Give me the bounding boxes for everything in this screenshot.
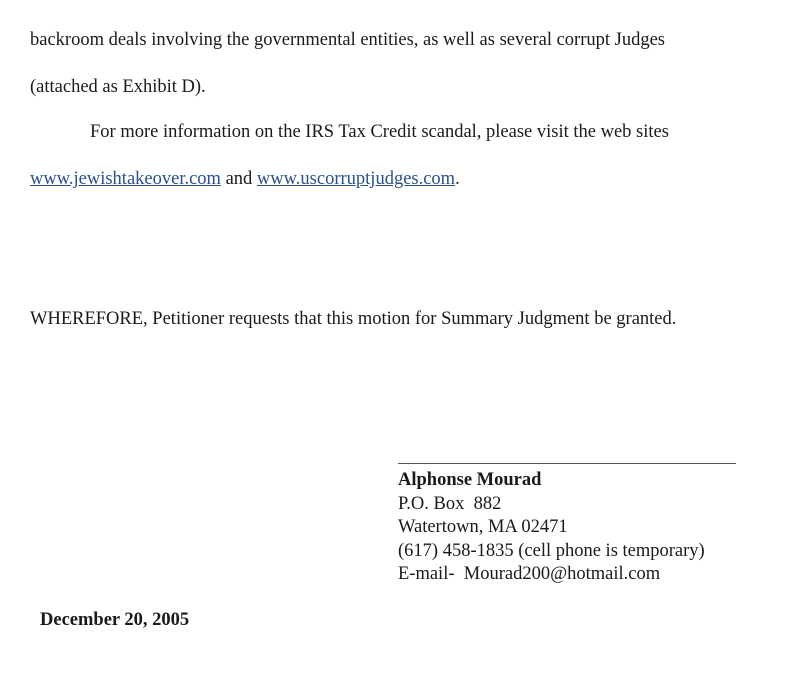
signature-block <box>398 469 705 587</box>
link-end: . <box>455 169 460 189</box>
jewishtakeover-link[interactable]: www.jewishtakeover.com <box>30 169 221 189</box>
body-text-line: For more information on the IRS Tax Credit scandal, please visit the web sites <box>90 122 669 142</box>
website-links-line <box>30 168 460 190</box>
body-text-line: (attached as Exhibit D). <box>30 77 206 97</box>
link-joiner: and <box>220 169 257 189</box>
phone-number: (617) 458-1835 (cell phone is temporary) <box>398 540 705 561</box>
signature-line <box>398 463 736 464</box>
po-box: P.O. Box 882 <box>398 493 502 514</box>
document-date: December 20, 2005 <box>40 610 190 630</box>
body-text-line: backroom deals involving the governmental entities, as well as several corrupt Judges <box>30 30 665 50</box>
city-state-zip: Watertown, MA 02471 <box>398 517 568 537</box>
email-address: E-mail- Mourad200@hotmail.com <box>398 564 661 584</box>
uscorruptjudges-link[interactable]: www.uscorruptjudges.com <box>256 169 456 189</box>
wherefore-clause: WHEREFORE, Petitioner requests that this motion for Summary Judgment be granted. <box>30 309 677 329</box>
signatory-name: Alphonse Mourad <box>398 470 542 490</box>
